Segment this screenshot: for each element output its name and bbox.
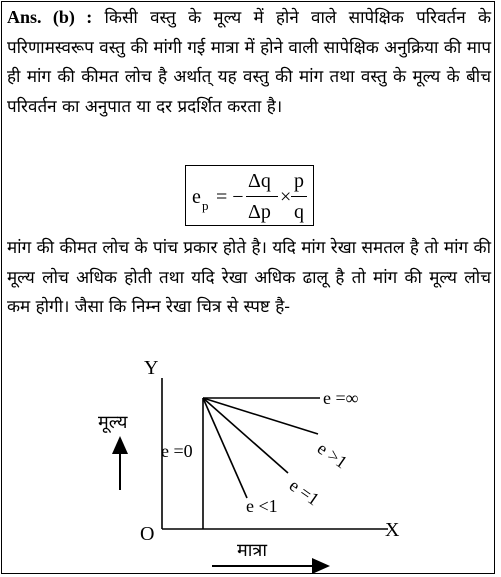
formula-lhs-subscript: p bbox=[202, 198, 209, 213]
x-axis-label: X bbox=[385, 519, 400, 541]
price-axis-title: मूल्य bbox=[98, 412, 128, 433]
label-e-less-1: e <1 bbox=[246, 496, 278, 516]
formula-times: × bbox=[280, 186, 292, 208]
label-e-greater-1: e >1 bbox=[313, 437, 352, 473]
formula-lhs: e bbox=[192, 186, 201, 208]
formula-equals: = − bbox=[216, 186, 244, 208]
answer-prefix: Ans. (b) : bbox=[7, 7, 93, 27]
formula-denominator-1: Δp bbox=[248, 201, 271, 223]
curve-e-greater-1 bbox=[203, 398, 318, 434]
curve-e-less-1 bbox=[203, 398, 247, 498]
answer-paragraph-2: मांग की कीमत लोच के पांच प्रकार होते है। यदि मांग रेखा समतल है तो मांग की मूल्य लोच अधिक होती तथा यदि रेखा अधिक ढालू है तो मांग की मूल्य लोच कम होगी। जैसा कि निम्न रेखा चित्र से स्पष्ट है- bbox=[7, 238, 491, 317]
label-e-zero: e =0 bbox=[161, 441, 193, 461]
label-e-equal-1: e =1 bbox=[285, 474, 324, 510]
formula-numerator-2: p bbox=[294, 170, 304, 192]
label-e-infinity: e =∞ bbox=[323, 388, 359, 408]
origin-label: O bbox=[140, 523, 155, 545]
y-axis-label: Y bbox=[144, 357, 159, 379]
curve-e-equal-1 bbox=[203, 398, 288, 473]
answer-text-1: किसी वस्तु के मूल्य में होने वाले सापेक्षिक परिवर्तन के परिणामस्वरूप वस्तु की मांगी गई मात्रा में होने वाली सापेक्षिक अनुक्रिया की माप ही मांग की कीमत लोच है अर्थात् यह वस्तु की मांग तथा वस्तु के मूल्य के बीच परिवर्तन का अनुपात या दर प्रदर्शित करता है। bbox=[7, 8, 491, 117]
quantity-axis-title: मात्रा bbox=[237, 540, 268, 561]
formula-denominator-2: q bbox=[294, 201, 304, 223]
formula-numerator-1: Δq bbox=[248, 170, 271, 192]
